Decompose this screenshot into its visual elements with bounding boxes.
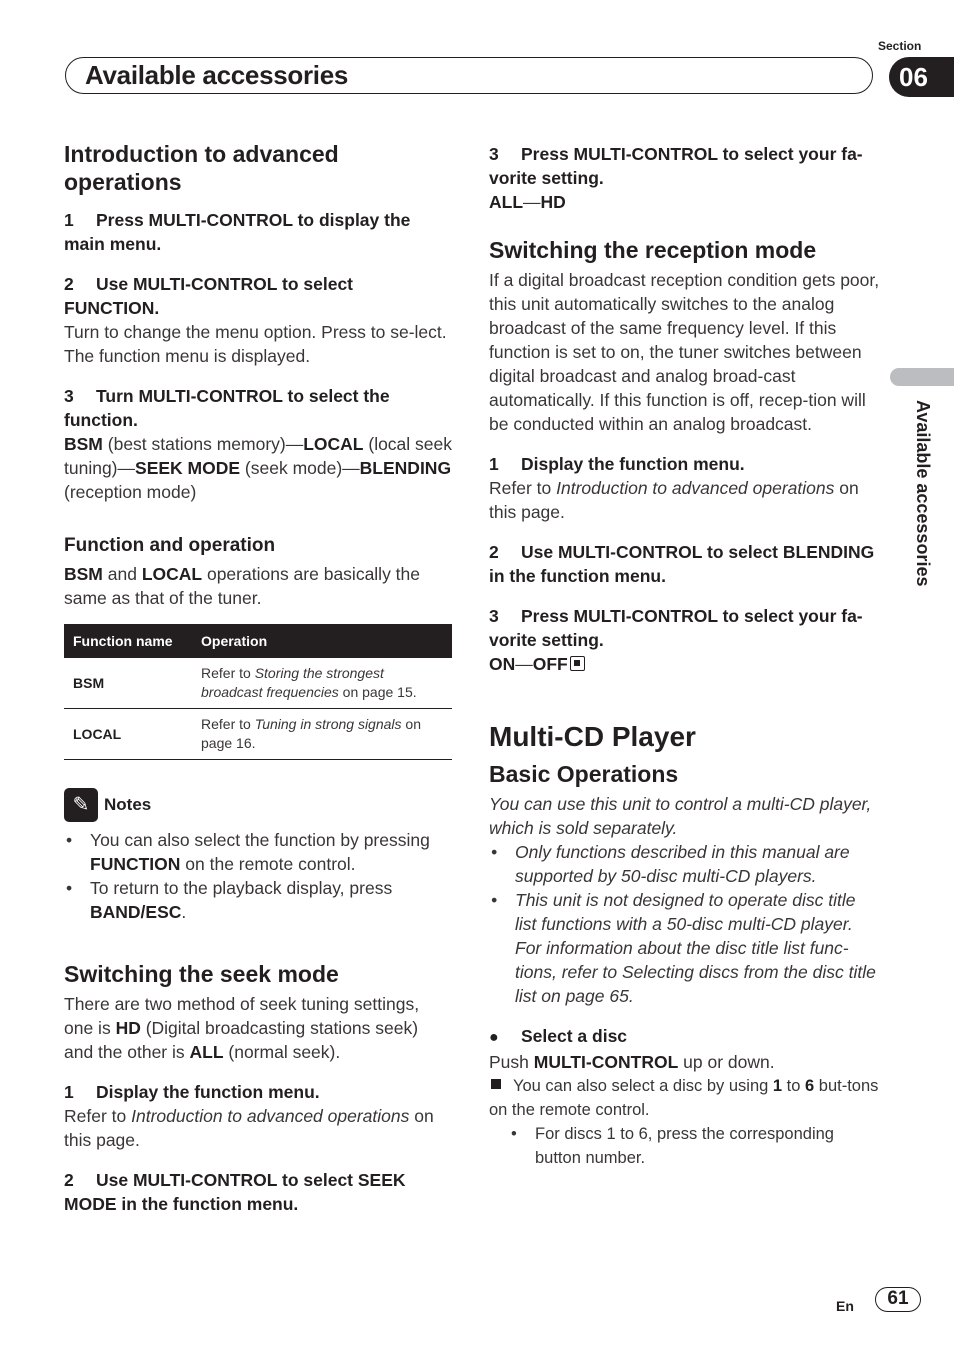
- function-heading: Function and operation: [64, 535, 276, 556]
- page-number: 61: [875, 1287, 921, 1312]
- table-header-operation: Operation: [192, 624, 452, 658]
- seek-step-1-body: Refer to Introduction to advanced operations on this page.: [64, 1106, 434, 1150]
- reception-step-1: 1 Display the function menu.: [489, 454, 745, 474]
- pencil-icon: ✎: [64, 788, 98, 822]
- basic-intro: You can use this unit to control a multi-CD player, which is sold separately.: [489, 794, 872, 838]
- intro-step-3-body: BSM (best stations memory)—LOCAL (local seek tuning)—SEEK MODE (seek mode)—BLENDING (reception mode): [64, 434, 453, 502]
- circle-bullet-icon: ●: [489, 1029, 499, 1046]
- seek-step-1: 1 Display the function menu.: [64, 1082, 320, 1102]
- table-row: [64, 709, 452, 760]
- list-item: • Only functions described in this manual are supported by 50-disc multi-CD players.: [489, 840, 881, 888]
- function-table: [64, 624, 452, 760]
- section-number-badge: 06: [889, 57, 954, 97]
- list-item: • To return to the playback display, press BAND/ESC.: [64, 876, 452, 924]
- intro-step-3: 3 Turn MULTI-CONTROL to select the function.: [64, 386, 390, 430]
- square-bullet-icon: [491, 1079, 501, 1089]
- reception-step-3: 3 Press MULTI-CONTROL to select your fa-vorite setting.: [489, 606, 863, 650]
- seek-step-3-options: ALL—HD: [489, 192, 566, 212]
- intro-step-2-body-2: The function menu is displayed.: [64, 346, 311, 366]
- table-cell-operation: Refer to Storing the strongest broadcast frequencies on page 15.: [192, 658, 452, 709]
- intro-step-1: 1 Press MULTI-CONTROL to display the main menu.: [64, 210, 411, 254]
- basic-bullets: [489, 840, 881, 1008]
- select-disc-tip: You can also select a disc by using 1 to 6 but-tons on the remote control.: [489, 1077, 879, 1119]
- table-cell-name: LOCAL: [64, 709, 192, 760]
- select-disc-body: Push MULTI-CONTROL up or down.: [489, 1052, 775, 1072]
- notes-list: [64, 828, 452, 924]
- intro-step-2: 2 Use MULTI-CONTROL to select FUNCTION.: [64, 274, 354, 318]
- reception-step-2: 2 Use MULTI-CONTROL to select BLENDING in the function menu.: [489, 542, 875, 586]
- end-of-section-icon: [570, 656, 585, 671]
- page-title: Available accessories: [85, 60, 349, 90]
- side-label: Available accessories: [913, 400, 933, 587]
- left-column: [64, 140, 452, 1216]
- table-header-function-name: Function name: [64, 624, 192, 658]
- section-label: Section: [878, 39, 922, 53]
- seek-step-2: 2 Use MULTI-CONTROL to select SEEK MODE in the function menu.: [64, 1170, 406, 1214]
- list-item: • This unit is not designed to operate disc title list functions with a 50-disc multi-CD player. For information about the disc title list func-tions, refer to Selecting discs from the disc title list on page 65.: [489, 888, 881, 1008]
- reception-step-3-options: ON—OFF: [489, 652, 881, 676]
- intro-heading: Introduction to advanced operations: [64, 141, 339, 195]
- reception-body: If a digital broadcast reception condition gets poor, this unit automatically switches to the analog broadcast of the same frequency level. If this function is set to on, the tuner switches between digital broadcast and analog broad-cast automatically. If this function is off, recep-tion will be conducted within an analog broadcast.: [489, 270, 880, 434]
- notes-heading: ✎ Notes: [64, 788, 452, 822]
- list-item: • You can also select the function by pressing FUNCTION on the remote control.: [64, 828, 452, 876]
- right-column: [489, 140, 881, 1170]
- multi-cd-heading: Multi-CD Player: [489, 721, 696, 752]
- table-header-row: [64, 624, 452, 658]
- footer-language: En: [836, 1298, 854, 1314]
- intro-step-2-body-1: Turn to change the menu option. Press to se-lect.: [64, 322, 447, 342]
- table-row: [64, 658, 452, 709]
- basic-operations-heading: Basic Operations: [489, 761, 679, 787]
- select-disc-heading: ● Select a disc: [489, 1024, 881, 1050]
- function-body: BSM and LOCAL operations are basically the same as that of the tuner.: [64, 564, 421, 608]
- seek-step-3: 3 Press MULTI-CONTROL to select your fa-vorite setting.: [489, 144, 863, 188]
- reception-heading: Switching the reception mode: [489, 237, 817, 263]
- seek-body: There are two method of seek tuning settings, one is HD (Digital broadcasting stations seek) and the other is ALL (normal seek).: [64, 994, 420, 1062]
- select-disc-sub-bullet: • For discs 1 to 6, press the corresponding button number.: [489, 1122, 881, 1170]
- table-cell-operation: Refer to Tuning in strong signals on page 16.: [192, 709, 452, 760]
- side-tab: [890, 368, 954, 386]
- reception-step-1-body: Refer to Introduction to advanced operations on this page.: [489, 478, 859, 522]
- seek-heading: Switching the seek mode: [64, 961, 339, 987]
- table-cell-name: BSM: [64, 658, 192, 709]
